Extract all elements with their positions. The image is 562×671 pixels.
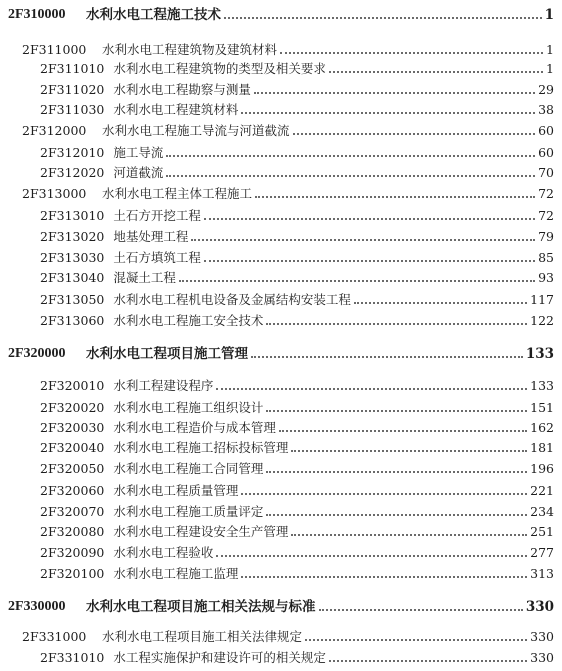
entry-page-number: 29: [538, 82, 554, 97]
entry-code: 2F320090: [40, 545, 105, 560]
dot-leader: [204, 260, 535, 262]
dot-leader: [216, 388, 527, 390]
dot-leader: [291, 450, 527, 452]
entry-title: 水利水电工程建筑物及建筑材料: [102, 42, 278, 57]
entry-title: 水利水电工程施工导流与河道截流: [102, 123, 290, 138]
subsection-entry: [0, 309, 554, 329]
entry-code: 2F320000: [8, 346, 66, 361]
dot-leader: [255, 196, 535, 198]
entry-code: 2F311000: [22, 42, 87, 57]
entry-code: 2F320060: [40, 483, 105, 498]
dot-leader: [305, 639, 527, 641]
section-entry: [0, 182, 554, 202]
dot-leader: [329, 660, 527, 662]
dot-leader: [293, 133, 536, 135]
dot-leader: [241, 576, 527, 578]
entry-page-number: 151: [530, 400, 554, 415]
dot-leader: [329, 71, 543, 73]
subsection-entry: [0, 246, 554, 266]
entry-page-number: 85: [538, 250, 554, 265]
entry-title: 混凝土工程: [113, 270, 176, 285]
dot-leader: [266, 323, 527, 325]
entry-code: 2F320080: [40, 524, 105, 539]
entry-page-number: 196: [530, 461, 554, 476]
entry-title: 水利水电工程项目施工相关法律规定: [102, 629, 303, 644]
entry-code: 2F311010: [40, 61, 105, 76]
entry-code: 2F320050: [40, 461, 105, 476]
entry-code: 2F320100: [40, 566, 105, 581]
entry-page-number: 60: [538, 123, 554, 138]
entry-title: 水利水电工程造价与成本管理: [113, 420, 276, 435]
entry-title: 水利水电工程验收: [113, 545, 214, 560]
entry-code: 2F312010: [40, 145, 105, 160]
entry-page-number: 133: [530, 378, 554, 393]
chapter-entry: [0, 595, 554, 615]
subsection-entry: [0, 562, 554, 582]
entry-page-number: 313: [530, 566, 554, 581]
dot-leader: [166, 155, 535, 157]
subsection-entry: [0, 457, 554, 477]
entry-page-number: 330: [530, 629, 554, 644]
dot-leader: [191, 239, 535, 241]
entry-code: 2F320010: [40, 378, 105, 393]
dot-leader: [291, 534, 527, 536]
entry-page-number: 79: [538, 229, 554, 244]
entry-title: 水利水电工程施工组织设计: [113, 400, 264, 415]
entry-title: 水利水电工程建筑物的类型及相关要求: [113, 61, 326, 76]
entry-page-number: 38: [538, 102, 554, 117]
subsection-entry: [0, 520, 554, 540]
entry-page-number: 330: [530, 650, 554, 665]
entry-code: 2F330000: [8, 599, 66, 614]
subsection-entry: [0, 416, 554, 436]
subsection-entry: [0, 266, 554, 286]
entry-code: 2F313010: [40, 208, 105, 223]
entry-title: 水利水电工程施工合同管理: [113, 461, 264, 476]
section-entry: [0, 625, 554, 645]
entry-page-number: 122: [530, 313, 554, 328]
entry-page-number: 72: [538, 208, 554, 223]
entry-title: 水利水电工程建筑材料: [113, 102, 239, 117]
entry-page-number: 70: [538, 165, 554, 180]
subsection-entry: [0, 98, 554, 118]
entry-title: 水利水电工程施工安全技术: [113, 313, 264, 328]
subsection-entry: [0, 288, 554, 308]
entry-title: 水利工程建设程序: [113, 378, 214, 393]
dot-leader: [354, 302, 527, 304]
entry-code: 2F312020: [40, 165, 105, 180]
dot-leader: [216, 555, 527, 557]
entry-code: 2F313050: [40, 292, 105, 307]
entry-code: 2F320020: [40, 400, 105, 415]
entry-title: 施工导流: [113, 145, 164, 160]
entry-page-number: 133: [525, 346, 554, 362]
dot-leader: [266, 410, 527, 412]
entry-title: 水利水电工程主体工程施工: [102, 186, 253, 201]
dot-leader: [166, 175, 535, 177]
entry-title: 水利水电工程勘察与测量: [113, 82, 251, 97]
subsection-entry: [0, 500, 554, 520]
subsection-entry: [0, 479, 554, 499]
entry-page-number: 1: [544, 7, 554, 23]
entry-title: 地基处理工程: [113, 229, 189, 244]
entry-page-number: 1: [546, 42, 554, 57]
entry-code: 2F313000: [22, 186, 87, 201]
entry-page-number: 1: [546, 61, 554, 76]
entry-title: 水利水电工程施工技术: [86, 7, 221, 23]
entry-page-number: 251: [530, 524, 554, 539]
dot-leader: [279, 430, 527, 432]
entry-code: 2F320040: [40, 440, 105, 455]
entry-title: 水利水电工程施工监理: [113, 566, 239, 581]
dot-leader: [251, 356, 523, 358]
entry-page-number: 330: [525, 599, 554, 615]
subsection-entry: [0, 396, 554, 416]
dot-leader: [280, 52, 543, 54]
subsection-entry: [0, 204, 554, 224]
chapter-entry: [0, 3, 554, 23]
dot-leader: [266, 471, 527, 473]
dot-leader: [241, 112, 535, 114]
entry-page-number: 117: [530, 292, 554, 307]
subsection-entry: [0, 57, 554, 77]
entry-page-number: 93: [538, 270, 554, 285]
subsection-entry: [0, 436, 554, 456]
entry-page-number: 60: [538, 145, 554, 160]
entry-code: 2F313020: [40, 229, 105, 244]
entry-code: 2F320030: [40, 420, 105, 435]
entry-code: 2F313030: [40, 250, 105, 265]
entry-title: 水利水电工程施工招标投标管理: [113, 440, 289, 455]
entry-code: 2F320070: [40, 504, 105, 519]
dot-leader: [224, 17, 542, 19]
entry-code: 2F311030: [40, 102, 105, 117]
entry-code: 2F311020: [40, 82, 105, 97]
entry-title: 土石方填筑工程: [113, 250, 201, 265]
entry-title: 水利水电工程项目施工管理: [86, 346, 248, 362]
entry-page-number: 221: [530, 483, 554, 498]
subsection-entry: [0, 541, 554, 561]
entry-code: 2F312000: [22, 123, 87, 138]
entry-title: 水利水电工程项目施工相关法规与标准: [86, 599, 316, 615]
dot-leader: [204, 218, 535, 220]
entry-title: 水工程实施保护和建设许可的相关规定: [113, 650, 326, 665]
entry-page-number: 72: [538, 186, 554, 201]
subsection-entry: [0, 646, 554, 666]
entry-code: 2F310000: [8, 7, 66, 22]
entry-code: 2F331010: [40, 650, 105, 665]
section-entry: [0, 38, 554, 58]
entry-title: 水利水电工程质量管理: [113, 483, 239, 498]
dot-leader: [179, 280, 535, 282]
entry-title: 土石方开挖工程: [113, 208, 201, 223]
dot-leader: [254, 92, 535, 94]
chapter-entry: [0, 342, 554, 362]
entry-code: 2F313040: [40, 270, 105, 285]
entry-code: 2F331000: [22, 629, 87, 644]
entry-page-number: 181: [530, 440, 554, 455]
entry-code: 2F313060: [40, 313, 105, 328]
entry-page-number: 234: [530, 504, 554, 519]
entry-title: 水利水电工程施工质量评定: [113, 504, 264, 519]
section-entry: [0, 119, 554, 139]
subsection-entry: [0, 141, 554, 161]
entry-page-number: 277: [530, 545, 554, 560]
entry-title: 水利水电工程建设安全生产管理: [113, 524, 289, 539]
dot-leader: [266, 514, 527, 516]
entry-page-number: 162: [530, 420, 554, 435]
entry-title: 河道截流: [113, 165, 164, 180]
dot-leader: [241, 493, 527, 495]
subsection-entry: [0, 161, 554, 181]
dot-leader: [319, 609, 523, 611]
subsection-entry: [0, 374, 554, 394]
entry-title: 水利水电工程机电设备及金属结构安装工程: [113, 292, 351, 307]
subsection-entry: [0, 225, 554, 245]
subsection-entry: [0, 78, 554, 98]
